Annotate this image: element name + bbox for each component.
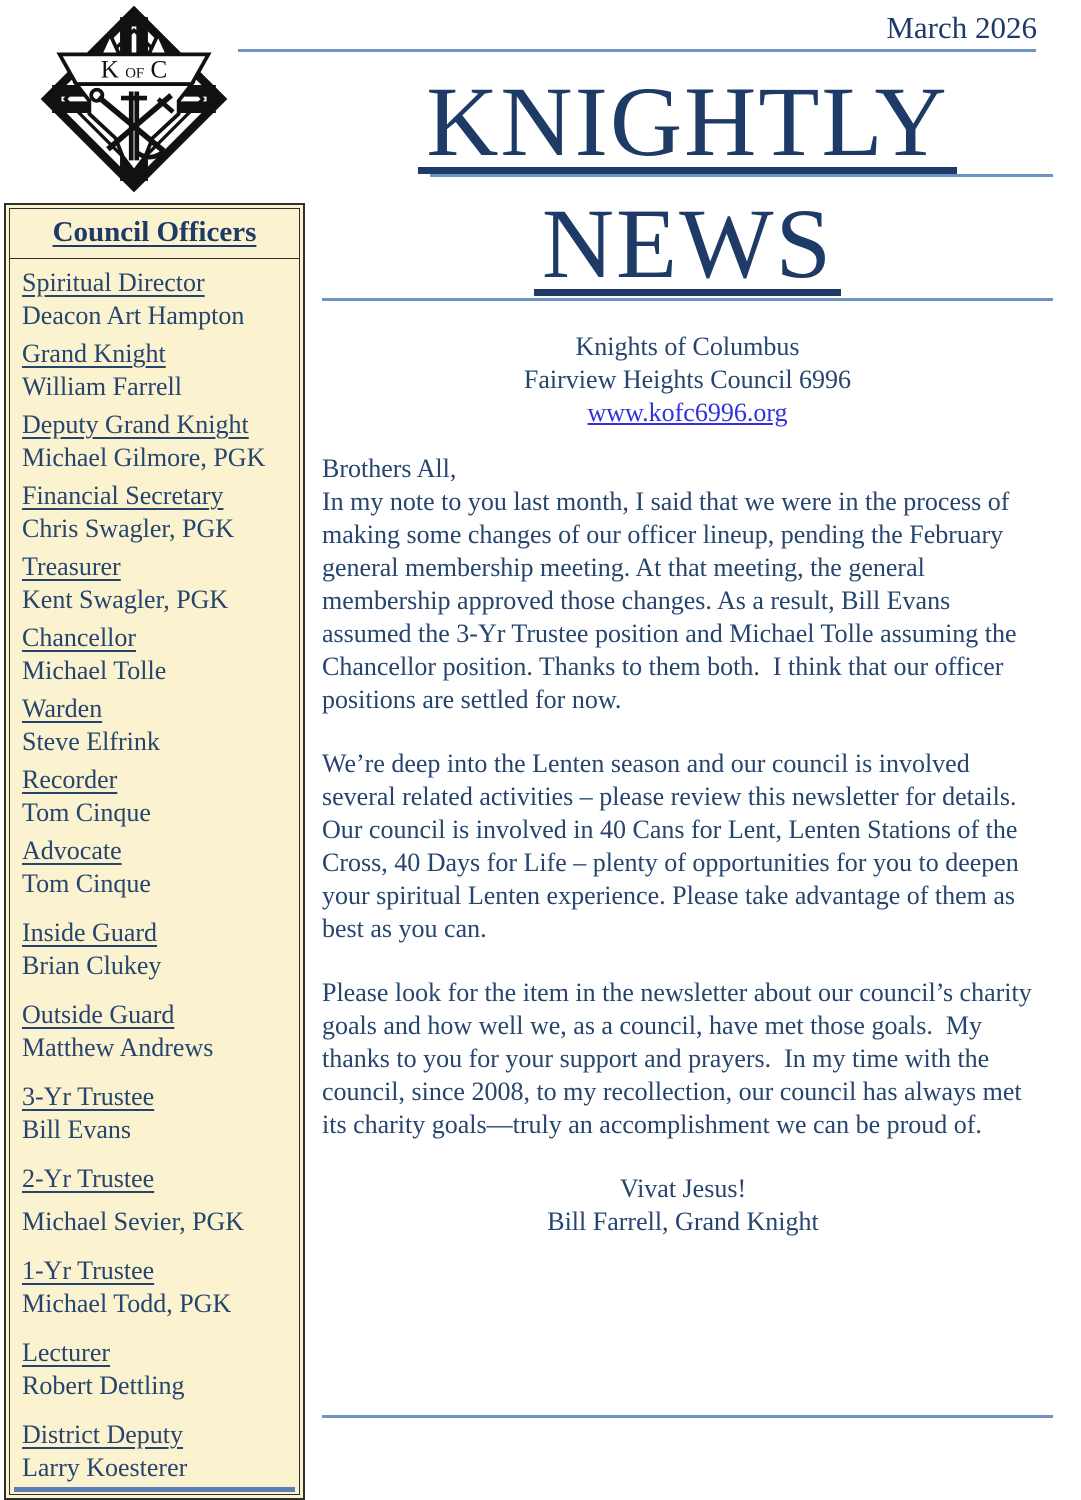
footer-rule	[322, 1415, 1053, 1418]
masthead-title-line2: NEWS	[322, 186, 1053, 301]
officer-title: 1-Yr Trustee	[22, 1256, 155, 1285]
officer-entry	[22, 1162, 287, 1238]
org-block	[322, 330, 1053, 429]
letter-salutation: Brothers All,	[322, 454, 457, 483]
council-name: Fairview Heights Council 6996	[523, 365, 852, 394]
officer-name: Kent Swagler, PGK	[22, 585, 229, 614]
closing-line-2: Bill Farrell, Grand Knight	[547, 1207, 819, 1236]
officer-name: Steve Elfrink	[22, 727, 160, 756]
officer-title: District Deputy	[22, 1420, 184, 1449]
officer-entry	[22, 550, 287, 616]
officer-name: Tom Cinque	[22, 869, 151, 898]
officer-entry	[22, 916, 287, 982]
officer-entry	[22, 1418, 287, 1484]
officer-entry	[22, 266, 287, 332]
officer-entry	[22, 763, 287, 829]
officer-name: Michael Tolle	[22, 656, 167, 685]
officer-name: Deacon Art Hampton	[22, 301, 245, 330]
officer-name: Michael Sevier, PGK	[22, 1207, 245, 1236]
officer-title: Spiritual Director	[22, 268, 205, 297]
header-rule	[238, 49, 1036, 52]
officer-entry	[22, 479, 287, 545]
officer-entry	[22, 1254, 287, 1320]
officers-list	[9, 258, 300, 1495]
sidebar-heading: Council Officers	[9, 208, 300, 259]
grand-knight-letter	[322, 452, 1044, 1238]
council-officers-sidebar	[4, 203, 305, 1500]
letter-paragraph: We’re deep into the Lenten season and our council is involved several related activities – please review this newsletter for details. Our council is involved in 40 Cans for Lent, Lenten Stations of the Cross, 40 Days for Life – plenty of opportunities for you to deepen your spiritual Lenten experience. Please take advantage of them as best as you can.	[322, 749, 1026, 943]
officer-name: Robert Dettling	[22, 1371, 185, 1400]
officer-entry	[22, 408, 287, 474]
officer-title: Recorder	[22, 765, 118, 794]
website-link[interactable]: www.kofc6996.org	[587, 398, 788, 427]
letter-paragraph: In my note to you last month, I said that we were in the process of making some changes of our officer lineup, pending the February general membership meeting. At that meeting, the general membership approved those changes. As a result, Bill Evans assumed the 3-Yr Trustee position and Michael Tolle assuming the Chancellor position. Thanks to them both. I think that our officer positions are settled for now.	[322, 487, 1024, 714]
officer-title: 3-Yr Trustee	[22, 1082, 155, 1111]
officer-title: Lecturer	[22, 1338, 111, 1367]
officer-name: Matthew Andrews	[22, 1033, 214, 1062]
officer-entry	[22, 692, 287, 758]
officer-name: Larry Koesterer	[22, 1453, 188, 1482]
org-name: Knights of Columbus	[575, 332, 800, 361]
kofc-emblem-text: K OF C	[100, 56, 168, 84]
officer-title: Financial Secretary	[22, 481, 224, 510]
officer-name: Bill Evans	[22, 1115, 132, 1144]
officer-name: Michael Todd, PGK	[22, 1289, 232, 1318]
officer-name: Chris Swagler, PGK	[22, 514, 235, 543]
officer-name: Tom Cinque	[22, 798, 151, 827]
officer-title: Deputy Grand Knight	[22, 410, 249, 439]
officer-entry	[22, 834, 287, 900]
officer-entry	[22, 998, 287, 1064]
officer-name: Michael Gilmore, PGK	[22, 443, 266, 472]
closing-line-1: Vivat Jesus!	[619, 1174, 747, 1203]
sidebar-bottom-bar	[14, 1487, 295, 1492]
letter-body	[322, 485, 1044, 1141]
officer-title: Treasurer	[22, 552, 121, 581]
officer-title: Inside Guard	[22, 918, 158, 947]
masthead-title-line1: KNIGHTLY	[322, 64, 1053, 179]
letter-paragraph: Please look for the item in the newsletter about our council’s charity goals and how well we, as a council, have met those goals. My thanks to you for your support and prayers. In my time with the council, since 2008, to my recollection, our council has always met its charity goals—truly an accomplishment we can be proud of.	[322, 978, 1039, 1139]
issue-date: March 2026	[886, 10, 1037, 45]
officer-title: Outside Guard	[22, 1000, 175, 1029]
officer-entry	[22, 1336, 287, 1402]
officer-entry	[22, 337, 287, 403]
kofc-emblem-icon	[36, 6, 232, 192]
officer-title: Advocate	[22, 836, 122, 865]
officer-title: 2-Yr Trustee	[22, 1164, 155, 1193]
officer-name: William Farrell	[22, 372, 182, 401]
letter-closing	[322, 1172, 1044, 1238]
officer-entry	[22, 1080, 287, 1146]
officer-title: Chancellor	[22, 623, 137, 652]
officer-name: Brian Clukey	[22, 951, 162, 980]
officer-title: Grand Knight	[22, 339, 166, 368]
officer-title: Warden	[22, 694, 103, 723]
officer-entry	[22, 621, 287, 687]
